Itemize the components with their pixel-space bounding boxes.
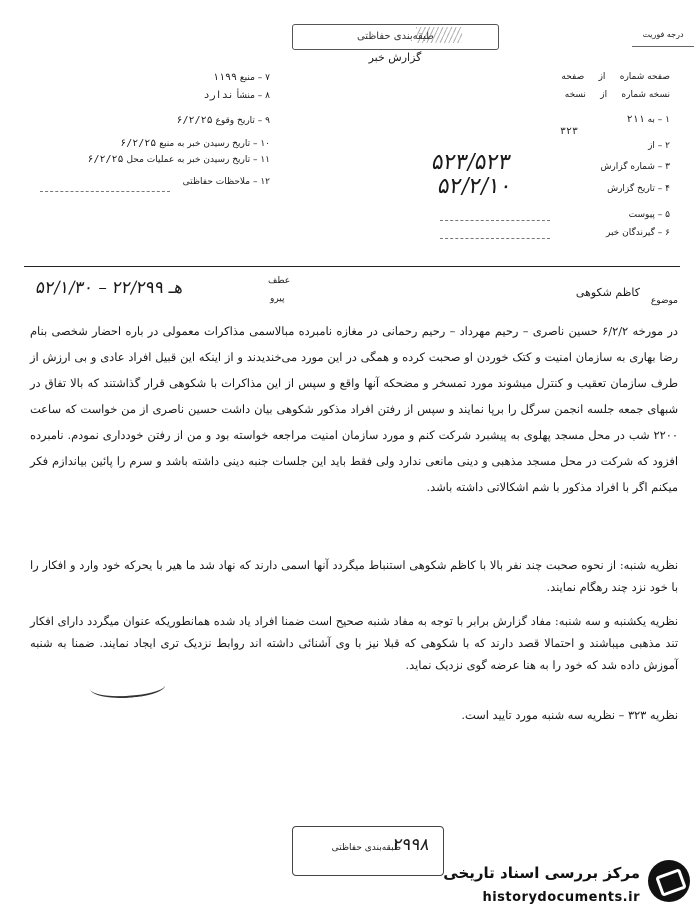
field-label: ۱۱ – تاریخ رسیدن خبر به عملیات محل [126, 155, 270, 165]
field-value: ۶/۲/۲۵ [87, 154, 124, 165]
report-body-opinion-sunday [30, 610, 678, 680]
report-body [30, 318, 678, 504]
right-field-page-number [380, 72, 670, 82]
left-field-news-to-source-date [40, 138, 270, 149]
left-field-news-to-operations-date [40, 154, 270, 165]
body-paragraph-opinion-1: نظریه شنبه: از نحوه صحبت چند نفر بالا با کاظم شکوهی استنباط میگردد آنها اسمی دارند که نهاد شد ما هیر با یحرکه خود وارد و افکار را با خود نزد چند رهگام نمایند. [30, 558, 678, 594]
header-classification-stamp [292, 24, 499, 50]
bottom-stamp-number: ۲۹۹۸ [391, 835, 432, 855]
attachment-label: ۵ – پیوست [628, 210, 670, 220]
to-label: ۱ – به [647, 115, 670, 125]
report-body-opinion-final [30, 704, 678, 730]
dashed-fill-line [40, 191, 170, 192]
archive-watermark [398, 858, 698, 920]
report-date-label: ۴ – تاریخ گزارش [607, 184, 670, 194]
recipients-label: ۶ – گیرندگان خبر [605, 228, 670, 238]
peyro-label: پیرو [270, 294, 285, 304]
report-type-title: گزارش خبر [368, 51, 422, 64]
left-field-origin [120, 90, 270, 101]
field-value: ۱۱۹۹ [212, 72, 238, 83]
stamp-scrawl-mark [416, 27, 462, 43]
page-unit-label: صفحه [561, 72, 585, 82]
right-field-to [560, 114, 670, 125]
dashed-fill-line [440, 238, 550, 239]
right-field-from [560, 141, 670, 151]
copy-number-label: نسخه شماره [621, 90, 670, 100]
archive-logo-icon [648, 860, 690, 902]
right-field-recipients [560, 228, 670, 238]
classification-label: درجه فوریت [632, 30, 694, 47]
body-paragraph-opinion-2: نظریه یکشنبه و سه شنبه: مفاد گزارش برابر با توجه به مفاد شنبه صحیح است ضمنا افراد یاد شده همانطوریکه عنوان میگردد دارای افکار تند مذهبی میباشند و احتمالا قصد دارند که با شکوهی که قبلا نیز با وی آشنائی داشته اند روابط نزدیک تری ایجاد نمایند. ضمنا به شنبه آموزش داده شد که خود را به هنا عرضه گوی نزدیک نماید. [30, 614, 678, 672]
body-paragraph-main: در مورخه ۶/۲/۲ حسین ناصری – رحیم مهرداد – رحیم رحمانی در مغازه نامبرده مبالاسمی مذاکرات معمولی در باره احضار شخصی بنام رضا بهاری به سازمان امنیت و کتک خوردن او صحبت کرده و همگی در این مورد می‌خندیدند و از اینکه این قبیل افراد عادی و بی ارزش از طرف سازمان تعقیب و کنترل میشوند مورد تمسخر و مضحکه آنها واقع و سپس از این مذاکرات با شکوهی قرار گذاشتند که بالا تفاق در شبهای جمعه جلسه انجمن سرگل را برپا نمایند و سپس از رفتن افراد مذکور شکوهی بیان داشت حسین ناصری از من خواست که ساعت ۲۲۰۰ شب در محل مسجد پهلوی به پیشبرد شرکت کنم و مورد سازمان امنیت مراجعه خواسته بود و من از رفتن خودداری نمودم. نامبرده افزود که شرکت در محل مسجد مذهبی و دینی مانعی ندارد ولی فقط باید این جلسات جنبه دینی داشته باشد و سرم را پائین بیاندازم فکر میکنم اگر با افراد مذکور با شم اشکالاتی داشته باشد. [30, 324, 678, 494]
reference-number-handwritten: ۵۲/۱/۳۰ – ۲۲/۲۹۹ هـ [34, 278, 185, 298]
field-value: ۶/۲/۲۵ [176, 115, 213, 126]
subject-label: موضوع [650, 296, 678, 306]
page-of-label: از [598, 72, 606, 82]
field-label: ۹ – تاریخ وقوع [215, 116, 270, 126]
right-field-report-date-label [560, 184, 670, 194]
report-body-opinion-saturday [30, 554, 678, 602]
dashed-fill-line [440, 220, 550, 221]
right-field-copy-number [380, 90, 670, 100]
copy-unit-label: نسخه [564, 90, 586, 100]
left-field-occurrence-date [120, 115, 270, 126]
to-value: ۲۱۱ [626, 114, 645, 125]
right-field-attachment [560, 210, 670, 220]
report-date-handwritten: ۵۲/۲/۱۰ [436, 174, 514, 199]
bottom-stamp-label: طبقه‌بندی حفاظتی [331, 843, 401, 853]
report-number-handwritten: ۵۲۳/۵۲۳ [430, 150, 513, 175]
to-value-second: ۳۲۳ [560, 126, 579, 137]
header-divider-rule [24, 266, 680, 267]
left-field-security-notes [120, 177, 270, 187]
right-field-to-second [560, 126, 640, 137]
field-label: ۱۰ – تاریخ رسیدن خبر به منبع [159, 139, 270, 149]
watermark-url: historydocuments.ir [482, 890, 640, 905]
field-label: ۷ – منبع [239, 73, 270, 83]
report-number-label: ۳ – شماره گزارش [600, 162, 670, 172]
subject-value: کاظم شکوهی [575, 286, 640, 299]
field-label: ۱۲ – ملاحظات حفاظتی [182, 177, 270, 187]
right-field-report-number-label [560, 162, 670, 172]
field-value: ندارد [203, 90, 234, 101]
header-stamp-text: طبقه‌بندی حفاظتی [356, 31, 435, 42]
watermark-name: مرکز بررسی اسناد تاریخی [443, 864, 640, 882]
body-paragraph-opinion-3: نظریه ۳۲۳ – نظریه سه شنبه مورد تایید است. [461, 708, 678, 722]
left-field-source [120, 72, 270, 83]
field-value: ۶/۲/۲۵ [120, 138, 157, 149]
copy-of-label: از [600, 90, 608, 100]
page-number-label: صفحه شماره [619, 72, 670, 82]
field-label: ۸ – منشأ [236, 91, 270, 101]
from-label: ۲ – از [648, 141, 670, 151]
atf-label: عطف [268, 276, 291, 286]
subject-line [30, 276, 678, 306]
